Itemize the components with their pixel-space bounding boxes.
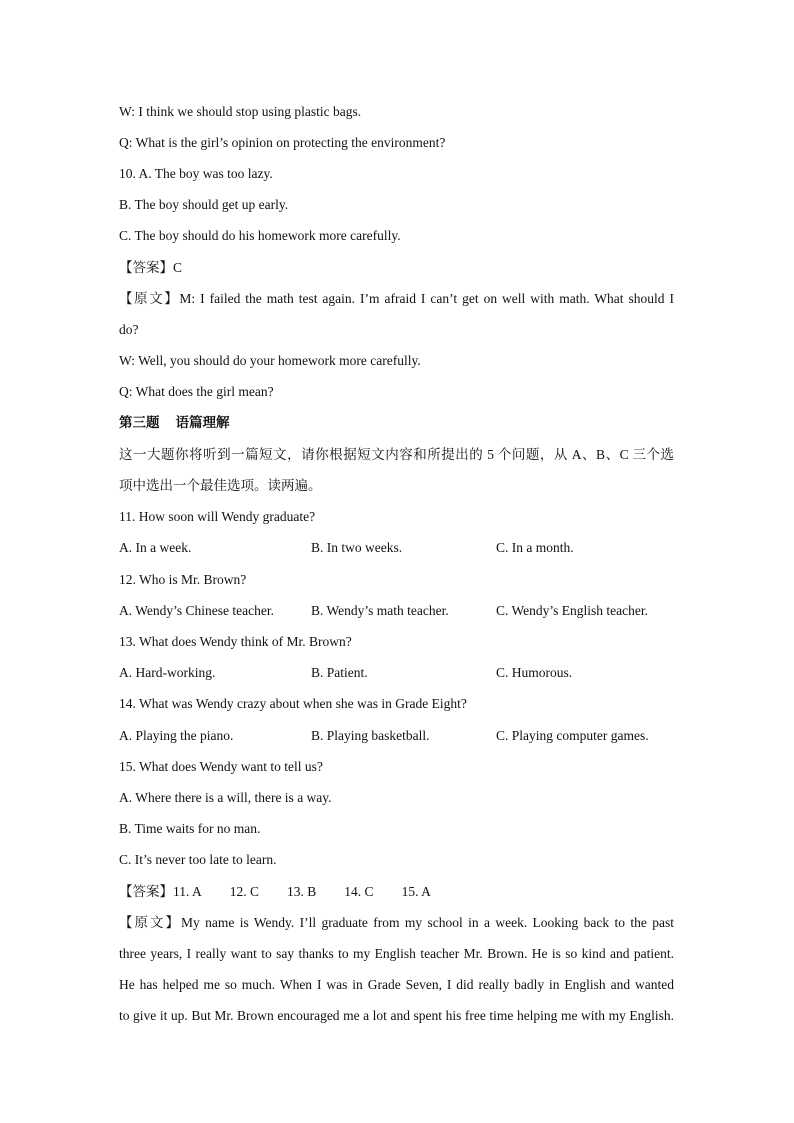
answer-value: C (173, 260, 183, 275)
original-text-line: to give it up. But Mr. Brown encouraged me a lot and spent his free time helping me with my English. (119, 1008, 674, 1023)
section-instructions: 项中选出一个最佳选项。读两遍。 (119, 478, 322, 493)
transcript-line: W: I think we should stop using plastic bags. (119, 104, 362, 119)
question-12: 12. Who is Mr. Brown? (119, 572, 247, 587)
option-a: A. Playing the piano. (119, 728, 234, 743)
original-text-line (119, 913, 674, 933)
option-c: C. It’s never too late to learn. (119, 852, 277, 867)
original-label: 【原文】 (119, 291, 180, 306)
original-text-line (119, 289, 674, 309)
answer-line (119, 882, 459, 902)
option-c: C. Wendy’s English teacher. (496, 603, 649, 618)
option-a: A. Wendy’s Chinese teacher. (119, 603, 274, 618)
section-number: 第三题 (119, 415, 160, 430)
transcript-question: Q: What is the girl’s opinion on protecting the environment? (119, 135, 446, 150)
question-13: 13. What does Wendy think of Mr. Brown? (119, 634, 352, 649)
answer-item: 11. A (173, 884, 202, 899)
answer-item: 14. C (344, 884, 374, 899)
original-text-line: three years, I really want to say thanks to my English teacher Mr. Brown. He is so kind and patient. (119, 946, 674, 961)
option-c: C. Humorous. (496, 665, 573, 680)
question-10-option-c: C. The boy should do his homework more carefully. (119, 228, 401, 243)
original-label: 【原文】 (119, 915, 181, 930)
section-title (119, 413, 230, 433)
original-text: My name is Wendy. I’ll graduate from my school in a week. Looking back to the past (180, 915, 674, 930)
answer-item: 12. C (229, 884, 260, 899)
option-b: B. Time waits for no man. (119, 821, 261, 836)
section-instructions: 这一大题你将听到一篇短文，请你根据短文内容和所提出的 5 个问题，从 A、B、C 三个选 (119, 447, 674, 462)
original-text: M: I failed the math test again. I’m afraid I can’t get on well with math. What should I (179, 291, 674, 306)
answer-label: 【答案】 (119, 884, 173, 899)
answer-item: 13. B (287, 884, 317, 899)
question-15: 15. What does Wendy want to tell us? (119, 759, 323, 774)
original-text-line: do? (119, 322, 139, 337)
original-text-line: Q: What does the girl mean? (119, 384, 274, 399)
question-10-option-b: B. The boy should get up early. (119, 197, 289, 212)
question-10-option-a: 10. A. The boy was too lazy. (119, 166, 273, 181)
option-a: A. Hard-working. (119, 665, 216, 680)
original-text-line: W: Well, you should do your homework more carefully. (119, 353, 421, 368)
section-name: 语篇理解 (175, 415, 230, 430)
answer-label: 【答案】 (119, 260, 173, 275)
option-c: C. Playing computer games. (496, 728, 649, 743)
question-11: 11. How soon will Wendy graduate? (119, 509, 316, 524)
option-a: A. In a week. (119, 540, 192, 555)
option-a: A. Where there is a will, there is a way. (119, 790, 332, 805)
option-b: B. In two weeks. (311, 540, 403, 555)
question-14: 14. What was Wendy crazy about when she was in Grade Eight? (119, 696, 467, 711)
answer-item: 15. A (401, 884, 431, 899)
option-b: B. Playing basketball. (311, 728, 430, 743)
option-b: B. Patient. (311, 665, 368, 680)
option-b: B. Wendy’s math teacher. (311, 603, 449, 618)
option-c: C. In a month. (496, 540, 574, 555)
answer-line (119, 258, 182, 278)
original-text-line: He has helped me so much. When I was in Grade Seven, I did really badly in English and wanted (119, 977, 674, 992)
